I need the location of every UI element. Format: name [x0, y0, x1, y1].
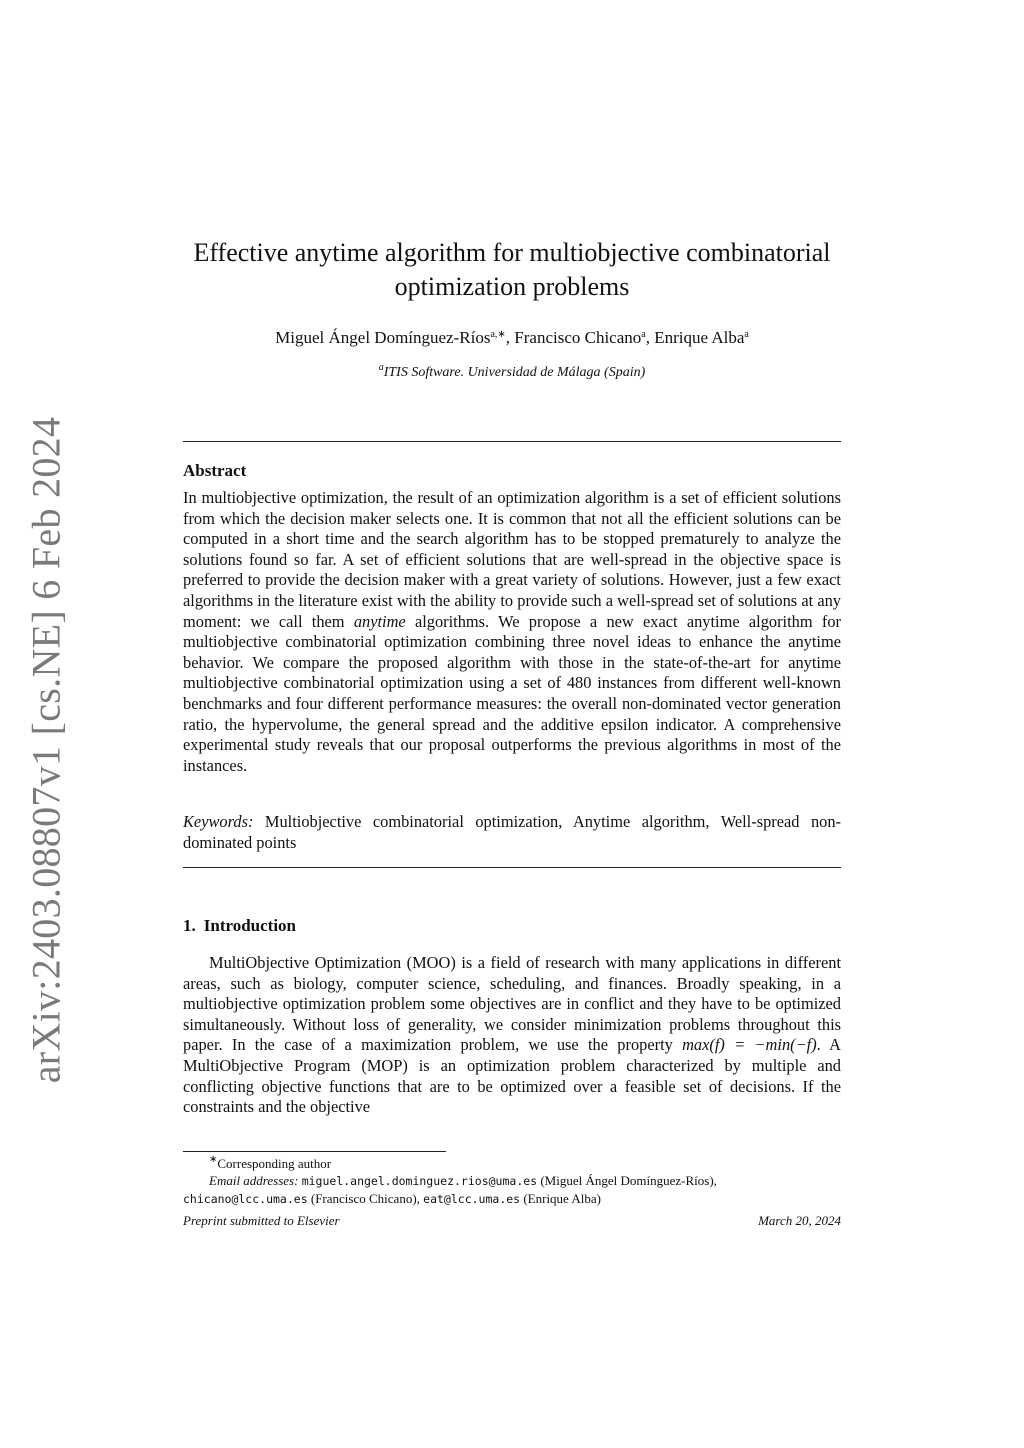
email-link[interactable]: miguel.angel.dominguez.rios@uma.es — [301, 1174, 538, 1188]
intro-text-part-1: MultiObjective Optimization (MOO) is a field of research with many applications in different areas, such as biology, computer science, scheduling, and finances. Broadly speaking, in a multiobjective optimization problem some objectives are in conflict and they have to be optimized simultaneously. Without loss of generality, we consider minimization problems throughout this paper. In the case of a maximization problem, we use the property — [183, 953, 841, 1055]
author-list: Miguel Ángel Domínguez-Ríos$^{a,∗}$, Francisco Chicano$^a$, Enrique Alba$^a$ — [275, 328, 749, 347]
abstract-body — [183, 488, 841, 776]
title-line-1: Effective anytime algorithm for multiobjective combinatorial — [193, 238, 831, 267]
abstract-text-part-1: In multiobjective optimization, the result of an optimization algorithm is a set of efficient solutions from which the decision maker selects one. It is common that not all the efficient solutions can be computed in a short time and the search algorithm has to be stopped prematurely to analyze the solutions found so far. A set of efficient solutions that are well-spread in the objective space is preferred to provide the decision maker with a great variety of solutions. However, just a few exact algorithms in the literature exist with the ability to provide such a well-spread set of solutions at any moment: we call them — [183, 488, 841, 631]
section-number: 1. — [183, 916, 196, 935]
email-owner: (Miguel Ángel Domínguez-Ríos), — [540, 1173, 717, 1188]
inline-math: max(f) = −min(−f) — [682, 1035, 817, 1055]
author-affiliation-mark: a — [641, 329, 646, 340]
abstract-heading: Abstract — [183, 461, 247, 480]
arxiv-side-stamp — [12, 416, 80, 1084]
author-name: Francisco Chicano — [514, 328, 642, 347]
author-affiliation-mark: a — [744, 329, 749, 340]
arxiv-identifier[interactable]: arXiv:2403.08807v1 [cs.NE] 6 Feb 2024 — [23, 416, 69, 1084]
email-link[interactable]: eat@lcc.uma.es — [423, 1192, 521, 1206]
section-title: Introduction — [203, 916, 297, 935]
section-heading-introduction — [183, 916, 296, 936]
footnote-emails — [183, 1172, 841, 1208]
author-affiliation-mark: a,∗ — [490, 329, 506, 340]
email-link[interactable]: chicano@lcc.uma.es — [183, 1192, 308, 1206]
paper-title — [150, 236, 874, 304]
abstract-emphasis: anytime — [353, 611, 406, 631]
keywords-label: Keywords: — [183, 812, 254, 831]
author-name: Enrique Alba — [654, 328, 745, 347]
introduction-paragraph — [183, 953, 841, 1118]
footer-preprint-note: Preprint submitted to Elsevier — [183, 1213, 340, 1228]
affiliation-text: ITIS Software. Universidad de Málaga (Spain) — [383, 365, 646, 380]
footnote-mark: ∗ — [209, 1154, 218, 1165]
email-label: Email addresses: — [209, 1173, 299, 1188]
affiliation-mark: a — [378, 362, 384, 373]
keywords-text: Multiobjective combinatorial optimization, Anytime algorithm, Well-spread non-dominated points — [183, 812, 841, 852]
footnote-corresponding-text: Corresponding author — [217, 1156, 332, 1171]
email-owner: (Enrique Alba) — [523, 1191, 601, 1206]
abstract-text-part-2: algorithms. We propose a new exact anytime algorithm for multiobjective combinatorial optimization combining three novel ideas to enhance the anytime behavior. We compare the proposed algorithm with those in the state-of-the-art for anytime multiobjective combinatorial optimization using a set of 480 instances from different well-known benchmarks and four different performance measures: the overall non-dominated vector generation ratio, the hypervolume, the general spread and the additive epsilon indicator. A comprehensive experimental study reveals that our proposal outperforms the previous algorithms in most of the instances. — [183, 611, 841, 775]
footer-date: March 20, 2024 — [758, 1213, 841, 1228]
title-line-2: optimization problems — [394, 272, 630, 301]
author-name: Miguel Ángel Domínguez-Ríos — [275, 328, 491, 347]
footnote-corresponding — [183, 1155, 841, 1172]
footnote-rule — [183, 1151, 446, 1152]
keywords — [183, 812, 841, 853]
email-owner: (Francisco Chicano), — [310, 1191, 420, 1206]
intro-text-part-2: . A MultiObjective Program (MOP) is an optimization problem characterized by multiple and conflicting objective functions that are to be optimized over a feasible set of decisions. If the constraints and the objective — [183, 1035, 841, 1117]
abstract-top-rule — [183, 441, 841, 442]
page-footer — [183, 1213, 841, 1229]
affiliation — [150, 362, 874, 381]
abstract-bottom-rule — [183, 867, 841, 868]
